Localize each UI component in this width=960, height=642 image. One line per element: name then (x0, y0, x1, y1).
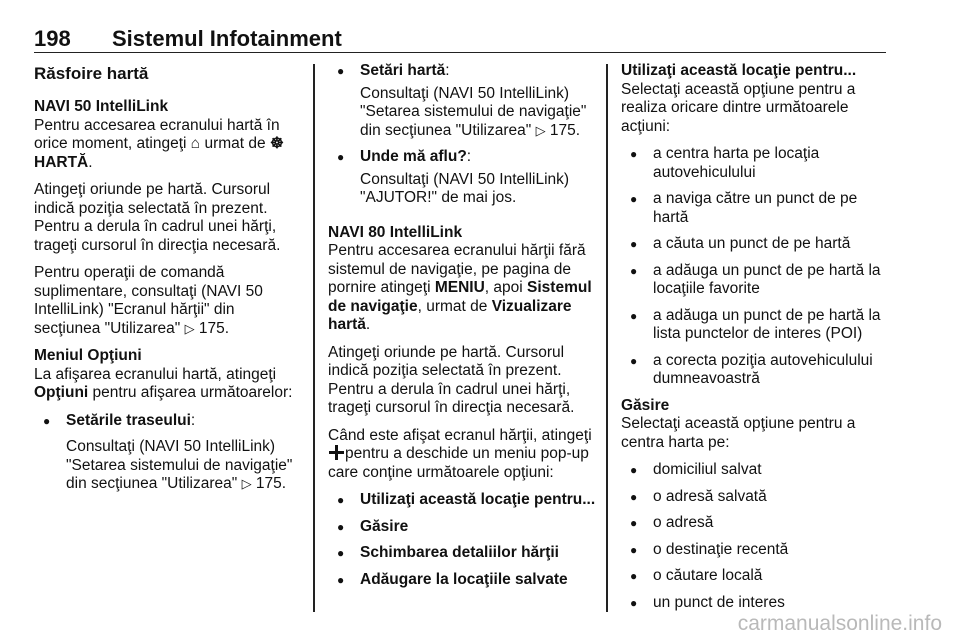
find-subheading: Găsire (621, 396, 670, 414)
popup-options-list (328, 491, 596, 589)
use-location-list (621, 145, 887, 389)
list-item: ● o destinaţie recentă (621, 541, 887, 560)
navi50-subheading: NAVI 50 IntelliLink (34, 98, 169, 115)
list-item-description: Consultaţi (NAVI 50 IntelliLink) "Setarea sistemului de navigaţie" din secţiunea "Utilizarea" ▷ 175. (66, 438, 293, 492)
options-list-2b (328, 148, 596, 167)
home-icon: ⌂ (190, 135, 201, 152)
list-item-description: Consultaţi (NAVI 50 IntelliLink) "Setarea sistemului de navigaţie" din secţiunea "Utilizarea" ▷ 175. (360, 84, 587, 139)
list-item: ● a adăuga un punct de pe hartă la locaţiile favorite (621, 262, 887, 299)
page-heading: Răsfoire hartă (34, 64, 149, 83)
paragraph-extra-ops: Pentru operaţii de comandă suplimentare, consultaţi (NAVI 50 IntelliLink) "Ecranul hărţii" din secţiunea "Utilizarea" ▷ 175. (34, 264, 263, 337)
column-1 (34, 62, 302, 502)
list-item: ● a corecta poziţia autovehiculului dumneavoastră (621, 352, 887, 389)
paragraph-cursor-80: Atingeţi oriunde pe hartă. Cursorul indică poziţia selectată în prezent. Pentru a derula în cadrul unei hărţi, trageţi cursorul în direcţia necesară. (328, 343, 575, 416)
page-number: 198 (34, 26, 71, 51)
paragraph-find-intro: Selectaţi această opţiune pentru a centra harta pe: (621, 415, 856, 451)
watermark: carmanualsonline.info (737, 612, 942, 635)
list-item: ● a naviga către un punct de pe hartă (621, 190, 887, 227)
paragraph-use-intro: Selectaţi această opţiune pentru a realiza oricare dintre următoarele acţiuni: (621, 80, 856, 135)
list-item: ● a adăuga un punct de pe hartă la lista punctelor de interes (POI) (621, 307, 887, 344)
paragraph-access-map-80: Pentru accesarea ecranului hărţii fără sistemul de navigaţie, pe pagina de pornire atingeţi MENIU, apoi Sistemul de navigaţie, urmat de Vizualizare hartă. (328, 242, 592, 333)
paragraph-popup-intro: Când este afişat ecranul hărţii, atingeţipentru a deschide un meniu pop-up care conţine următoarele opţiuni: (328, 426, 592, 481)
page-ref-icon: ▷ (535, 122, 546, 138)
map-icon: ☸ (269, 135, 284, 152)
column-divider-1 (313, 64, 315, 612)
column-2 (328, 62, 596, 597)
page-ref-icon: ▷ (241, 476, 252, 491)
paragraph-options-intro: La afişarea ecranului hartă, atingeţi Opţiuni pentru afişarea următoarelor: (34, 365, 293, 401)
list-item: ● Setările traseului: (34, 412, 302, 431)
list-item: ● Setări hartă: (328, 62, 596, 81)
list-item: ● un punct de interes (621, 594, 887, 613)
options-menu-subheading: Meniul Opţiuni (34, 347, 142, 364)
list-item: ● domiciliul salvat (621, 461, 887, 480)
navi80-subheading: NAVI 80 IntelliLink (328, 223, 463, 241)
paragraph-access-map: Pentru accesarea ecranului hartă în orice moment, atingeţi ⌂ urmat de ☸HARTĂ. (34, 116, 284, 171)
list-item: ● Adăugare la locaţiile salvate (328, 571, 596, 590)
plus-icon (329, 445, 344, 460)
list-item: ● a căuta un punct de pe hartă (621, 235, 887, 254)
page-ref-icon: ▷ (184, 320, 195, 336)
use-location-subheading: Utilizaţi această locaţie pentru... (621, 62, 857, 79)
paragraph-cursor: Atingeţi oriunde pe hartă. Cursorul indică poziţia selectată în prezent. Pentru a derula în cadrul unei hărţi, trageţi cursorul în direcţia necesară. (34, 181, 281, 254)
list-item: ● Găsire (328, 518, 596, 537)
column-3 (621, 62, 887, 620)
list-item: ● o căutare locală (621, 567, 887, 586)
list-item: ● Schimbarea detaliilor hărţii (328, 544, 596, 563)
list-item: ● o adresă salvată (621, 488, 887, 507)
page-header (34, 26, 886, 53)
column-divider-2 (606, 64, 608, 612)
list-item: ● a centra harta pe locaţia autovehiculului (621, 145, 887, 182)
list-item: ● Unde mă aflu?: (328, 148, 596, 167)
options-list-1 (34, 412, 302, 431)
list-item: ● Utilizaţi această locaţie pentru... (328, 491, 596, 510)
options-list-2a (328, 62, 596, 81)
list-item: ● o adresă (621, 514, 887, 533)
section-title: Sistemul Infotainment (112, 26, 342, 51)
list-item-description: Consultaţi (NAVI 50 IntelliLink) "AJUTOR!" de mai jos. (360, 170, 570, 206)
find-list (621, 461, 887, 612)
